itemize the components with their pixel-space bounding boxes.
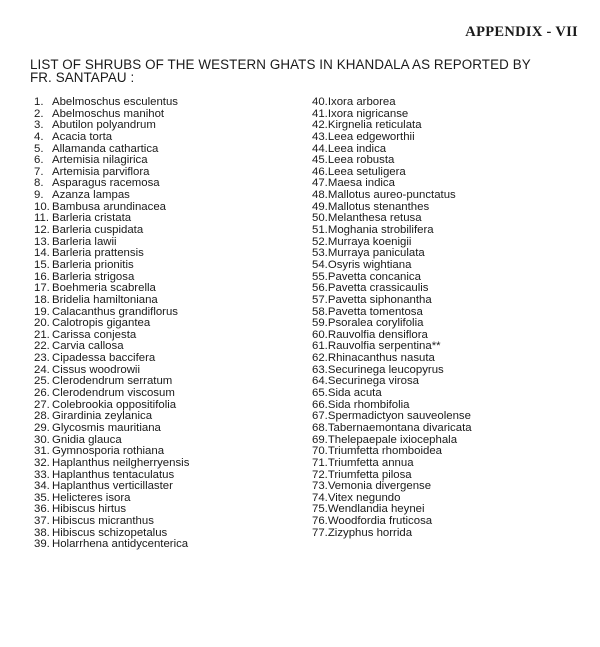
item-number: 25. <box>34 375 50 388</box>
item-number: 7. <box>34 165 44 178</box>
list-item <box>34 388 189 400</box>
item-number: 75. <box>312 503 328 516</box>
species-name: Sida acuta <box>327 387 382 400</box>
item-number: 38. <box>34 526 50 539</box>
species-name: Abelmoschus manihot <box>52 107 165 120</box>
species-name: Triumfetta rhomboidea <box>327 445 443 458</box>
species-name: Bambusa arundinacea <box>52 200 166 213</box>
species-name: Triumfetta annua <box>327 456 414 469</box>
list-item <box>312 295 472 307</box>
species-name: Securinega leucopyrus <box>327 363 444 376</box>
species-name: Woodfordia fruticosa <box>327 515 433 528</box>
item-number: 20. <box>34 317 50 330</box>
item-number: 58. <box>312 305 328 318</box>
species-name: Carissa conjesta <box>52 328 137 341</box>
list-item <box>312 225 472 237</box>
list-item <box>34 539 189 551</box>
species-name: Acacia torta <box>52 130 113 143</box>
item-number: 44. <box>312 142 328 155</box>
item-number: 72. <box>312 468 328 481</box>
species-name: Pavetta concanica <box>327 270 421 283</box>
item-number: 22. <box>34 340 50 353</box>
item-number: 32. <box>34 456 50 469</box>
shrub-list-right <box>312 97 472 539</box>
item-number: 65. <box>312 387 328 400</box>
item-number: 14. <box>34 247 50 260</box>
item-number: 48. <box>312 189 328 202</box>
species-name: Psoralea corylifolia <box>327 317 424 330</box>
item-number: 21. <box>34 328 50 341</box>
list-item <box>34 225 189 237</box>
item-number: 18. <box>34 293 50 306</box>
species-name: Allamanda cathartica <box>52 142 159 155</box>
species-name: Cipadessa baccifera <box>52 352 156 365</box>
item-number: 59. <box>312 317 328 330</box>
item-number: 26. <box>34 387 50 400</box>
list-item <box>34 132 189 144</box>
species-name: Azanza lampas <box>52 189 130 202</box>
item-number: 76. <box>312 515 328 528</box>
species-name: Asparagus racemosa <box>52 177 160 190</box>
species-name: Hibiscus hirtus <box>52 503 127 516</box>
species-name: Pavetta siphonantha <box>327 293 432 306</box>
item-number: 69. <box>312 433 328 446</box>
species-name: Kirgnelia reticulata <box>327 119 422 132</box>
item-number: 28. <box>34 410 50 423</box>
species-name: Pavetta tomentosa <box>327 305 423 318</box>
item-number: 37. <box>34 515 50 528</box>
list-item <box>312 132 472 144</box>
item-number: 55. <box>312 270 328 283</box>
species-name: Hibiscus micranthus <box>52 515 154 528</box>
item-number: 8. <box>34 177 44 190</box>
species-name: Zizyphus horrida <box>327 526 413 539</box>
species-name: Rauvolfia serpentina** <box>327 340 441 353</box>
item-number: 1. <box>34 96 44 108</box>
species-name: Murraya koenigii <box>327 235 412 248</box>
item-number: 40. <box>312 96 328 108</box>
species-name: Gymnosporia rothiana <box>52 445 165 458</box>
species-name: Barleria prionitis <box>52 258 134 271</box>
item-number: 2. <box>34 107 44 120</box>
item-number: 43. <box>312 130 328 143</box>
list-item <box>312 528 472 540</box>
item-number: 3. <box>34 119 44 132</box>
item-number: 46. <box>312 165 328 178</box>
species-name: Moghania strobilifera <box>327 224 434 237</box>
item-number: 47. <box>312 177 328 190</box>
item-number: 41. <box>312 107 328 120</box>
species-name: Colebrookia oppositifolia <box>52 398 177 411</box>
page-title <box>30 58 550 84</box>
species-name: Ixora arborea <box>327 96 396 108</box>
species-name: Barleria cuspidata <box>52 224 144 237</box>
species-name: Calacanthus grandiflorus <box>52 305 179 318</box>
item-number: 13. <box>34 235 50 248</box>
species-name: Artemisia parviflora <box>52 165 150 178</box>
species-name: Leea setuligera <box>327 165 406 178</box>
item-number: 63. <box>312 363 328 376</box>
species-name: Haplanthus neilgherryensis <box>52 456 190 469</box>
item-number: 27. <box>34 398 50 411</box>
species-name: Tabernaemontana divaricata <box>327 421 472 434</box>
item-number: 16. <box>34 270 50 283</box>
item-number: 10. <box>34 200 50 213</box>
item-number: 4. <box>34 130 44 143</box>
item-number: 29. <box>34 421 50 434</box>
item-number: 52. <box>312 235 328 248</box>
species-name: Ixora nigricanse <box>327 107 409 120</box>
item-number: 60. <box>312 328 328 341</box>
item-number: 49. <box>312 200 328 213</box>
item-number: 35. <box>34 491 50 504</box>
item-number: 77. <box>312 526 328 539</box>
species-name: Glycosmis mauritiana <box>52 421 161 434</box>
species-name: Boehmeria scabrella <box>52 282 156 295</box>
item-number: 62. <box>312 352 328 365</box>
species-name: Osyris wightiana <box>327 258 412 271</box>
species-name: Murraya paniculata <box>327 247 425 260</box>
species-name: Calotropis gigantea <box>52 317 151 330</box>
species-name: Vitex negundo <box>327 491 401 504</box>
species-name: Spermadictyon sauveolense <box>327 410 471 423</box>
item-number: 56. <box>312 282 328 295</box>
species-name: Haplanthus verticillaster <box>52 480 173 493</box>
species-name: Mallotus stenanthes <box>327 200 430 213</box>
species-name: Barleria strigosa <box>52 270 135 283</box>
item-number: 33. <box>34 468 50 481</box>
species-name: Rauvolfia densiflora <box>327 328 428 341</box>
item-number: 34. <box>34 480 50 493</box>
species-name: Barleria cristata <box>52 212 132 225</box>
item-number: 66. <box>312 398 328 411</box>
species-name: Artemisia nilagirica <box>52 154 148 167</box>
species-name: Holarrhena antidycenterica <box>52 538 189 551</box>
appendix-label: APPENDIX - VII <box>465 24 578 40</box>
list-item <box>312 388 472 400</box>
item-number: 73. <box>312 480 328 493</box>
item-number: 61. <box>312 340 328 353</box>
item-number: 57. <box>312 293 328 306</box>
species-name: Haplanthus tentaculatus <box>52 468 175 481</box>
species-name: Securinega virosa <box>327 375 420 388</box>
species-name: Abutilon polyandrum <box>52 119 156 132</box>
species-name: Mallotus aureo-punctatus <box>327 189 456 202</box>
item-number: 70. <box>312 445 328 458</box>
species-name: Wendlandia heynei <box>327 503 425 516</box>
species-name: Melanthesa retusa <box>327 212 422 225</box>
species-name: Helicteres isora <box>52 491 131 504</box>
species-name: Hibiscus schizopetalus <box>52 526 168 539</box>
item-number: 11. <box>34 212 49 225</box>
item-number: 53. <box>312 247 328 260</box>
item-number: 23. <box>34 352 50 365</box>
list-item <box>34 97 189 109</box>
list-item <box>34 423 189 435</box>
species-name: Clerodendrum viscosum <box>52 387 175 400</box>
species-name: Pavetta crassicaulis <box>327 282 429 295</box>
species-name: Rhinacanthus nasuta <box>327 352 435 365</box>
item-number: 71. <box>312 456 328 469</box>
item-number: 9. <box>34 189 44 202</box>
species-name: Barleria prattensis <box>52 247 144 260</box>
list-item <box>34 458 189 470</box>
list-item <box>312 260 472 272</box>
species-name: Thelepaepale ixiocephala <box>327 433 458 446</box>
title-line-2: FR. SANTAPAU : <box>30 70 135 85</box>
item-number: 24. <box>34 363 50 376</box>
item-number: 36. <box>34 503 50 516</box>
species-name: Cissus woodrowii <box>52 363 140 376</box>
species-name: Gnidia glauca <box>52 433 122 446</box>
item-number: 68. <box>312 421 328 434</box>
list-item <box>34 353 189 365</box>
item-number: 64. <box>312 375 328 388</box>
item-number: 54. <box>312 258 328 271</box>
list-item <box>312 353 472 365</box>
list-item <box>312 97 472 109</box>
list-item <box>312 423 472 435</box>
item-number: 5. <box>34 142 44 155</box>
item-number: 17. <box>34 282 50 295</box>
item-number: 50. <box>312 212 328 225</box>
item-number: 6. <box>34 154 44 167</box>
species-name: Leea indica <box>327 142 387 155</box>
species-name: Sida rhombifolia <box>327 398 410 411</box>
species-name: Carvia callosa <box>52 340 124 353</box>
item-number: 51. <box>312 224 328 237</box>
item-number: 42. <box>312 119 328 132</box>
species-name: Abelmoschus esculentus <box>52 96 178 108</box>
item-number: 39. <box>34 538 50 551</box>
title-line-1: LIST OF SHRUBS OF THE WESTERN GHATS IN KHANDALA AS REPORTED BY <box>30 57 531 72</box>
item-number: 30. <box>34 433 50 446</box>
species-name: Barleria lawii <box>52 235 117 248</box>
species-name: Leea robusta <box>327 154 395 167</box>
species-name: Maesa indica <box>327 177 395 190</box>
shrub-list-left <box>34 97 189 551</box>
species-name: Clerodendrum serratum <box>52 375 173 388</box>
species-name: Girardinia zeylanica <box>52 410 153 423</box>
species-name: Bridelia hamiltoniana <box>52 293 158 306</box>
list-item <box>34 295 189 307</box>
item-number: 74. <box>312 491 328 504</box>
item-number: 31. <box>34 445 50 458</box>
item-number: 45. <box>312 154 328 167</box>
list-item <box>312 516 472 528</box>
species-name: Triumfetta pilosa <box>327 468 412 481</box>
list-item <box>312 458 472 470</box>
list-item <box>34 516 189 528</box>
item-number: 12. <box>34 224 50 237</box>
item-number: 67. <box>312 410 328 423</box>
species-name: Leea edgeworthii <box>327 130 415 143</box>
species-name: Vemonia divergense <box>327 480 432 493</box>
item-number: 19. <box>34 305 50 318</box>
item-number: 15. <box>34 258 50 271</box>
list-item <box>34 260 189 272</box>
